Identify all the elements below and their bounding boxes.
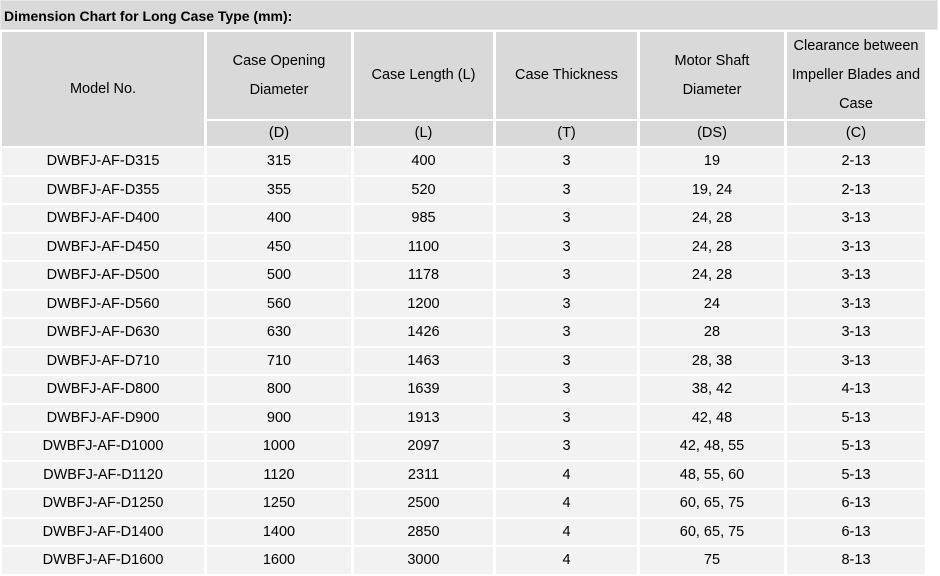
- cell-thickness: 3: [496, 433, 637, 460]
- cell-shaft-diameter: 48, 55, 60: [640, 462, 784, 489]
- cell-clearance: 3-13: [787, 348, 925, 375]
- dimension-table: [0, 30, 928, 576]
- cell-clearance: 2-13: [787, 148, 925, 175]
- cell-model-no: DWBFJ-AF-D450: [2, 234, 204, 261]
- cell-model-no: DWBFJ-AF-D400: [2, 205, 204, 232]
- cell-model-no: DWBFJ-AF-D630: [2, 319, 204, 346]
- chart-title: Dimension Chart for Long Case Type (mm):: [0, 0, 938, 30]
- table-row: [2, 348, 925, 375]
- cell-model-no: DWBFJ-AF-D355: [2, 177, 204, 204]
- cell-opening-diameter: 800: [207, 376, 351, 403]
- cell-opening-diameter: 1600: [207, 547, 351, 574]
- cell-shaft-diameter: 24, 28: [640, 262, 784, 289]
- table-row: [2, 433, 925, 460]
- table-row: [2, 291, 925, 318]
- cell-thickness: 4: [496, 547, 637, 574]
- cell-case-length: 1463: [354, 348, 493, 375]
- cell-opening-diameter: 1000: [207, 433, 351, 460]
- cell-case-length: 1426: [354, 319, 493, 346]
- cell-case-length: 1913: [354, 405, 493, 432]
- cell-model-no: DWBFJ-AF-D710: [2, 348, 204, 375]
- cell-case-length: 1100: [354, 234, 493, 261]
- cell-case-length: 400: [354, 148, 493, 175]
- cell-case-length: 985: [354, 205, 493, 232]
- table-row: [2, 376, 925, 403]
- cell-model-no: DWBFJ-AF-D1000: [2, 433, 204, 460]
- cell-thickness: 4: [496, 519, 637, 546]
- unit-l: (L): [354, 121, 493, 146]
- cell-thickness: 4: [496, 490, 637, 517]
- cell-clearance: 3-13: [787, 234, 925, 261]
- table-body: [2, 148, 925, 574]
- cell-thickness: 3: [496, 262, 637, 289]
- cell-thickness: 4: [496, 462, 637, 489]
- cell-shaft-diameter: 60, 65, 75: [640, 519, 784, 546]
- cell-shaft-diameter: 24: [640, 291, 784, 318]
- cell-thickness: 3: [496, 376, 637, 403]
- cell-shaft-diameter: 38, 42: [640, 376, 784, 403]
- cell-thickness: 3: [496, 291, 637, 318]
- cell-opening-diameter: 900: [207, 405, 351, 432]
- cell-model-no: DWBFJ-AF-D1600: [2, 547, 204, 574]
- cell-clearance: 5-13: [787, 433, 925, 460]
- table-row: [2, 490, 925, 517]
- cell-opening-diameter: 500: [207, 262, 351, 289]
- header-case-thickness: Case Thickness: [496, 32, 637, 119]
- cell-clearance: 3-13: [787, 205, 925, 232]
- table-row: [2, 462, 925, 489]
- cell-shaft-diameter: 24, 28: [640, 234, 784, 261]
- cell-case-length: 1200: [354, 291, 493, 318]
- cell-case-length: 2311: [354, 462, 493, 489]
- cell-case-length: 2500: [354, 490, 493, 517]
- header-motor-shaft-diameter: Motor Shaft Diameter: [640, 32, 784, 119]
- unit-d: (D): [207, 121, 351, 146]
- cell-shaft-diameter: 19: [640, 148, 784, 175]
- cell-clearance: 5-13: [787, 462, 925, 489]
- cell-model-no: DWBFJ-AF-D500: [2, 262, 204, 289]
- table-row: [2, 405, 925, 432]
- header-case-length: Case Length (L): [354, 32, 493, 119]
- cell-opening-diameter: 560: [207, 291, 351, 318]
- cell-case-length: 2097: [354, 433, 493, 460]
- cell-model-no: DWBFJ-AF-D315: [2, 148, 204, 175]
- cell-model-no: DWBFJ-AF-D1400: [2, 519, 204, 546]
- cell-opening-diameter: 630: [207, 319, 351, 346]
- header-model-no: Model No.: [2, 32, 204, 146]
- cell-shaft-diameter: 42, 48: [640, 405, 784, 432]
- cell-case-length: 1178: [354, 262, 493, 289]
- cell-shaft-diameter: 19, 24: [640, 177, 784, 204]
- table-row: [2, 547, 925, 574]
- cell-shaft-diameter: 28, 38: [640, 348, 784, 375]
- cell-opening-diameter: 1250: [207, 490, 351, 517]
- cell-thickness: 3: [496, 319, 637, 346]
- cell-thickness: 3: [496, 177, 637, 204]
- cell-clearance: 3-13: [787, 319, 925, 346]
- cell-model-no: DWBFJ-AF-D1250: [2, 490, 204, 517]
- cell-clearance: 2-13: [787, 177, 925, 204]
- cell-shaft-diameter: 24, 28: [640, 205, 784, 232]
- cell-model-no: DWBFJ-AF-D800: [2, 376, 204, 403]
- cell-thickness: 3: [496, 405, 637, 432]
- cell-case-length: 520: [354, 177, 493, 204]
- cell-case-length: 2850: [354, 519, 493, 546]
- cell-case-length: 3000: [354, 547, 493, 574]
- header-clearance: Clearance between Impeller Blades and Case: [787, 32, 925, 119]
- cell-clearance: 8-13: [787, 547, 925, 574]
- table-row: [2, 319, 925, 346]
- cell-thickness: 3: [496, 148, 637, 175]
- cell-shaft-diameter: 28: [640, 319, 784, 346]
- table-row: [2, 205, 925, 232]
- cell-thickness: 3: [496, 234, 637, 261]
- unit-ds: (DS): [640, 121, 784, 146]
- cell-thickness: 3: [496, 348, 637, 375]
- cell-opening-diameter: 1120: [207, 462, 351, 489]
- cell-opening-diameter: 450: [207, 234, 351, 261]
- unit-c: (C): [787, 121, 925, 146]
- cell-opening-diameter: 315: [207, 148, 351, 175]
- table-row: [2, 519, 925, 546]
- cell-clearance: 5-13: [787, 405, 925, 432]
- cell-shaft-diameter: 42, 48, 55: [640, 433, 784, 460]
- cell-case-length: 1639: [354, 376, 493, 403]
- table-row: [2, 177, 925, 204]
- cell-opening-diameter: 710: [207, 348, 351, 375]
- table-row: [2, 234, 925, 261]
- cell-clearance: 3-13: [787, 262, 925, 289]
- unit-t: (T): [496, 121, 637, 146]
- table-row: [2, 148, 925, 175]
- cell-clearance: 4-13: [787, 376, 925, 403]
- cell-model-no: DWBFJ-AF-D1120: [2, 462, 204, 489]
- cell-shaft-diameter: 75: [640, 547, 784, 574]
- header-case-opening-diameter: Case Opening Diameter: [207, 32, 351, 119]
- cell-clearance: 6-13: [787, 519, 925, 546]
- cell-model-no: DWBFJ-AF-D560: [2, 291, 204, 318]
- cell-opening-diameter: 1400: [207, 519, 351, 546]
- cell-opening-diameter: 400: [207, 205, 351, 232]
- cell-opening-diameter: 355: [207, 177, 351, 204]
- cell-shaft-diameter: 60, 65, 75: [640, 490, 784, 517]
- cell-model-no: DWBFJ-AF-D900: [2, 405, 204, 432]
- table-row: [2, 262, 925, 289]
- cell-clearance: 6-13: [787, 490, 925, 517]
- cell-clearance: 3-13: [787, 291, 925, 318]
- cell-thickness: 3: [496, 205, 637, 232]
